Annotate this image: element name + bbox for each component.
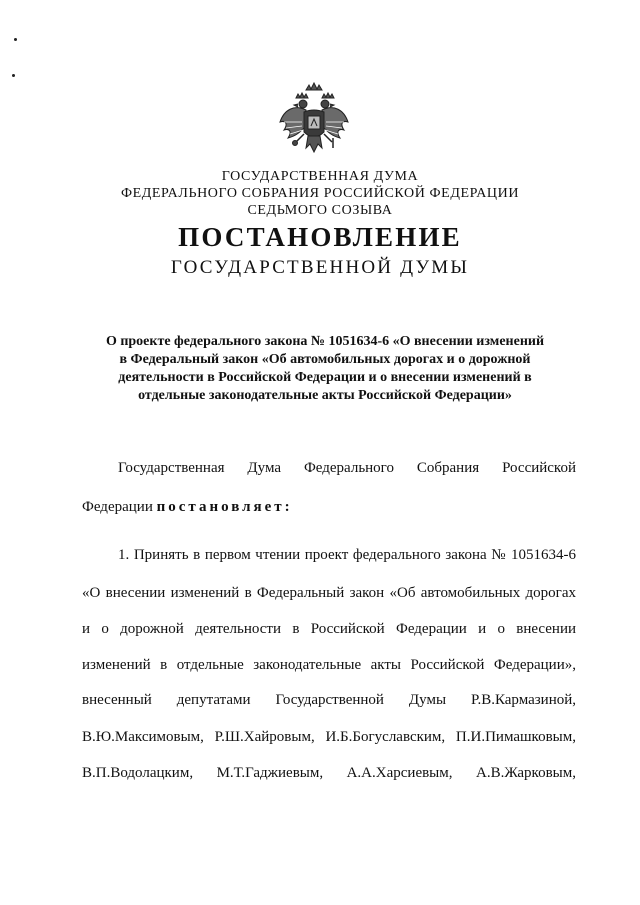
item1-line: внесенный депутатами Государственной Думы Р.В.Кармазиной, [82, 692, 576, 708]
header-federal-assembly: ФЕДЕРАЛЬНОГО СОБРАНИЯ РОССИЙСКОЙ ФЕДЕРАЦИИ [120, 186, 520, 201]
law-title-line: деятельности в Российской Федерации и о внесении изменений в [118, 370, 532, 385]
law-title [60, 333, 590, 405]
item1-line: «О внесении изменений в Федеральный закон «Об автомобильных дорогах [82, 585, 576, 601]
decree-title: ПОСТАНОВЛЕНИЕ [178, 222, 462, 252]
intro-line: Государственная Дума Федерального Собрания Российской [118, 460, 576, 476]
law-title-line: в Федеральный закон «Об автомобильных дорогах и о дорожной [119, 352, 531, 367]
law-title-line: отдельные законодательные акты Российской Федерации» [138, 388, 512, 403]
intro-text: Федерации [82, 499, 157, 515]
scan-mark [12, 74, 15, 77]
resolves-keyword: постановляет: [156, 499, 293, 515]
header-convocation: СЕДЬМОГО СОЗЫВА [247, 203, 393, 218]
item1-line: В.П.Водолацким, М.Т.Гаджиевым, А.А.Харсиевым, А.В.Жарковым, [82, 765, 576, 781]
scan-mark [14, 38, 17, 41]
item1-line: изменений в отдельные законодательные акты Российской Федерации», [82, 657, 576, 673]
item1-line: и о дорожной деятельности в Российской Федерации и о внесении [82, 621, 576, 637]
intro-line [82, 497, 576, 517]
header-duma: ГОСУДАРСТВЕННАЯ ДУМА [221, 169, 419, 184]
item1-line: В.Ю.Максимовым, Р.Ш.Хайровым, И.Б.Богуславским, П.И.Пимашковым, [82, 729, 576, 745]
item1-line: 1. Принять в первом чтении проект федерального закона № 1051634-6 [118, 547, 576, 563]
coat-of-arms-emblem [276, 80, 352, 160]
law-title-line: О проекте федерального закона № 1051634-6 «О внесении изменений [105, 334, 545, 349]
decree-subtitle: ГОСУДАРСТВЕННОЙ ДУМЫ [170, 257, 470, 278]
